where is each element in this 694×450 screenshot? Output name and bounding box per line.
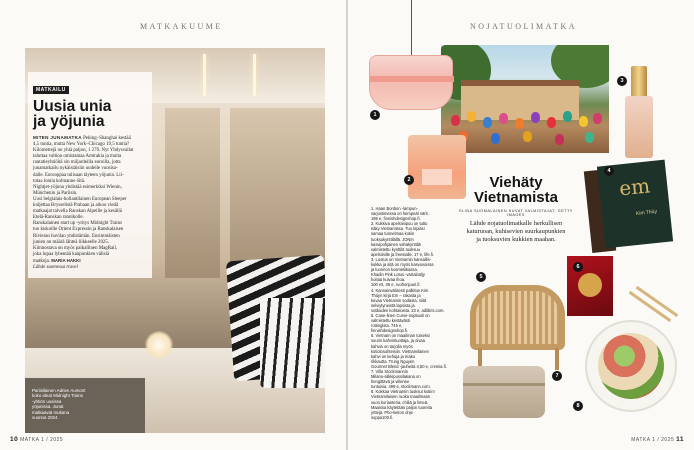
product-line: 4. Kansainvälisesti palkitun Kim [371, 287, 429, 293]
product-line: valmistettu kestävästi [371, 318, 410, 324]
lantern [555, 134, 564, 145]
pendant-lamp-shade [369, 55, 453, 110]
product-line: finnishdesignshop.fi. [371, 328, 409, 334]
body-line: joka lupaa lyhentää kaupunkien välisiä [33, 251, 110, 257]
product-line: hoitaa kuivaa ihoa. [371, 277, 406, 283]
bedside-lamp [145, 331, 173, 359]
product-line: apelsiinille ja freesialle. 17 e, life.fi. [371, 251, 434, 257]
body-line: tutaa lomia kolmanne öitä. [33, 178, 86, 184]
product-line: Thúyn kirja Em – rakasta ja [371, 292, 421, 298]
product-line: rikkautta. Trung Nguyen [371, 358, 415, 364]
lantern [585, 132, 594, 143]
body-line: Uusi belgialais-hollantilainen European Sleeper [33, 196, 127, 202]
book-author: Kim Thúy [635, 208, 658, 217]
product-line: 1. Haan Bonbon -lampun- [371, 206, 418, 211]
product-line: 5. Cane-linen Curve-nojatuoli on [371, 312, 430, 318]
article-title [455, 175, 577, 205]
product-line: näky Vietnamissa. Tuo kipiasi [371, 226, 425, 232]
building [461, 80, 579, 120]
product-line: kahvi on kehuja ja maku [371, 353, 415, 359]
product-line: suurin kahvintuottaja, ja oivaa [371, 338, 425, 344]
lead-line: ja tuoksuvien kukkien maahan. [476, 236, 556, 243]
body-line: Münchenin ja Pariisin. [33, 190, 78, 196]
headline-line: Uusia unia [33, 98, 112, 115]
product-line: kuvaa Vietnamin sodasta, siitä [371, 297, 427, 303]
caption-line: matkaavat mukana [32, 409, 70, 415]
candle-label [422, 169, 452, 185]
caption-line: Pariisilainen Adrien Aumont [32, 388, 86, 393]
body-line: 4,5 tuntia, mutta New York–Chicago 19,5 tuntia? [33, 142, 130, 148]
oil-bottle-cap [631, 66, 647, 98]
body-line: tuo kiskoille Orient Expressin ja Ranskalaisen [33, 227, 124, 233]
product-line: soppa100.fi. [371, 414, 394, 420]
article-headline [33, 99, 147, 129]
left-page [0, 0, 346, 450]
product-line: 3. Lootus on Vietnamin kansallis- [371, 256, 432, 262]
product-list [371, 206, 449, 420]
product-line: varjostimessa on hempeät värit. [371, 211, 429, 217]
lantern [523, 131, 532, 142]
body-line: matkoja. MARIA HAKKI [33, 257, 81, 264]
lantern [467, 111, 476, 122]
article-text-panel [28, 72, 152, 278]
product-line: tuntuisia. 499 e, stockmann.com. [371, 384, 431, 390]
product-line: kahvia on tarjolla myös [371, 343, 413, 349]
lantern [491, 133, 500, 144]
product-number-badge: 8 [573, 401, 583, 411]
product-line: sotilaiden kohtaloista. 23 e, adlibris.com. [371, 307, 445, 313]
product-line: Khadin Pink Lotus -vartaloöljy [371, 272, 425, 278]
page-number: 10 [10, 436, 19, 443]
folio-label: MATKA 1 / 2025 [20, 437, 64, 443]
lead-text [455, 220, 577, 244]
article-title-block [455, 175, 577, 244]
title-line: Viehäty [489, 174, 543, 191]
product-line: kukka ja sitä on myös kasvovoissa [371, 262, 434, 268]
ceiling-light [253, 54, 256, 96]
body-line: Etelä-Ranskan rannikolle. [33, 215, 84, 221]
product-line: Maaissa käytetään paljon tuoreita [371, 404, 432, 410]
lantern [563, 111, 572, 122]
product-line: ja luonnon kosmetiikassa. [371, 267, 418, 273]
title-line: Vietnamista [474, 189, 558, 206]
lantern [483, 117, 492, 128]
rattan-armchair [470, 285, 565, 350]
body-line: taluttaa valtion omistamaa Amtrakia ja muita [33, 154, 122, 160]
lamp-cord [411, 0, 412, 55]
product-line: valmistettu kynttilä tuoksuu [371, 246, 420, 252]
folio-label: MATKA 1 / 2025 [631, 437, 675, 443]
product-number-badge: 1 [370, 110, 380, 120]
product-line: yrttejä. Pho-keiton ohje [371, 409, 413, 415]
product-line: tuoksukynttilällä. JONIn [371, 236, 414, 242]
product-number-badge: 3 [617, 76, 627, 86]
product-line: 199 e, finnishdesignshop.fi. [371, 216, 421, 222]
section-heading-left: MATKAKUUME [140, 22, 223, 31]
lamp-band [370, 76, 454, 82]
product-line: selviytyneistä lapsista ja [371, 302, 415, 308]
tagline: Lähde suomessa travel [33, 264, 78, 270]
product-line: Milano-silkkipussilakana on [371, 374, 421, 380]
body-line: rautatieyhtiöitä sin miljardeilla euroilla, jotta [33, 160, 121, 166]
body-line: MITEN JUNAMATKA Peking–Shanghai kestää [33, 135, 131, 141]
page-number: 11 [676, 436, 684, 443]
photo-credit: ELINA SUOMALAINEN KUVAT VALMISTAJAT, GETTY IMAGES [459, 209, 573, 217]
silk-bedding [463, 366, 545, 418]
folio-right [631, 436, 684, 443]
photo-caption [32, 388, 94, 420]
caption-line: -yhtiön uusissa [32, 398, 62, 404]
body-line: Kilometrejä on yhtä paljon, 1 270. Nyt Yhdysvallat [33, 148, 134, 154]
product-number-badge: 2 [404, 175, 414, 185]
book-title: em [618, 173, 652, 201]
product-line: 8. Kokkaa Vietnamin tuoksut kotiin! [371, 389, 435, 395]
product-line: samaa tunnelmaa kotiin [371, 231, 415, 237]
product-number-badge: 6 [573, 262, 583, 272]
signature: MARIA HAKKI [51, 257, 81, 263]
bedding-fold [463, 383, 545, 386]
pho-dish [598, 333, 664, 399]
caption-line: yöjunissa. Junat [32, 404, 64, 410]
product-line: 7. Villa Stockmannin [371, 369, 409, 374]
wall-panel [165, 108, 220, 278]
product-number-badge: 4 [604, 166, 614, 176]
product-line: Gourmet Blend -jauheita 4,50 e, cremia.fi. [371, 363, 447, 369]
product-line: 6. Vietnam on maailman toiseksi [371, 333, 430, 339]
body-line: matkaajat talvella Ranskan Alpeille ja kesällä [33, 209, 122, 215]
product-line: vuon korianteria, chiliä ja limeä. [371, 399, 429, 405]
body-line: junien on määrä lähteä liikkeelle 2025. [33, 239, 110, 245]
kicker-badge: MATKAILU [33, 86, 69, 94]
body-line: Rivieran huvilan yhdistämän. Ensimmäisten [33, 233, 120, 239]
coffee-box-emblem [578, 273, 602, 297]
caption-line: vuonna 2024. [32, 415, 59, 421]
caption-line: koko ideat Midnight Trains [32, 393, 84, 399]
wall-panel [230, 108, 325, 278]
striped-cushion [260, 298, 325, 388]
body-line: kuljettaa Brysselistä Prahaan ja aikoo viedä [33, 203, 119, 209]
headline-line: ja yöjunia [33, 113, 105, 130]
lantern [593, 113, 602, 124]
lantern [499, 113, 508, 124]
product-line: 2. Kukkiva apelsiinipuu on tuttu [371, 221, 428, 227]
lantern [531, 112, 540, 123]
product-line: kotiolosuhteisiin. Vietnamilainen [371, 348, 429, 354]
product-line: Vietnamilaisen ruoka maailmaan [371, 394, 431, 400]
body-line: dalle. Eurooppaa tulisaan täyteen yöjunia. Lii- [33, 172, 124, 178]
byline: MITEN JUNAMATKA [33, 135, 82, 140]
product-number-badge: 5 [476, 272, 486, 282]
product-line: 100 ml, 36 e, ruohonjuuri.fi. [371, 282, 421, 288]
product-line: rottingista. 745 e, [371, 323, 403, 329]
product-line: hengittävä ja viilenee [371, 379, 410, 385]
product-number-badge: 7 [552, 371, 562, 381]
article-body [33, 135, 147, 271]
body-line: Nightjet-yöjuna yhdistää esimerkiksi Wienin, [33, 184, 122, 190]
vietnam-market-photo [441, 45, 609, 153]
section-heading-right: NOJATUOLIMATKA [470, 22, 577, 31]
body-line: Kiinnostava on myös paikallinen MagRail, [33, 245, 118, 251]
lantern [547, 117, 556, 128]
body-oil-bottle [625, 96, 653, 158]
ceiling-light [203, 54, 206, 96]
folio-left [10, 436, 63, 443]
body-line: junamatkailu nykäistäisiin uudelle vuosisa- [33, 166, 118, 172]
lantern [451, 115, 460, 126]
lantern [515, 118, 524, 129]
lantern [579, 116, 588, 127]
product-line: kasvipohjainen vahakynttilä [371, 241, 421, 247]
body-line: Ranskalainen start up -yritys Midnight Trains [33, 221, 122, 227]
chair-leg [555, 348, 559, 370]
lead-line: Lähde nojatuolimatkalle herkullisen [469, 220, 563, 227]
lead-line: katuruoan, kuhisevien suurkaupunkien [466, 228, 566, 235]
